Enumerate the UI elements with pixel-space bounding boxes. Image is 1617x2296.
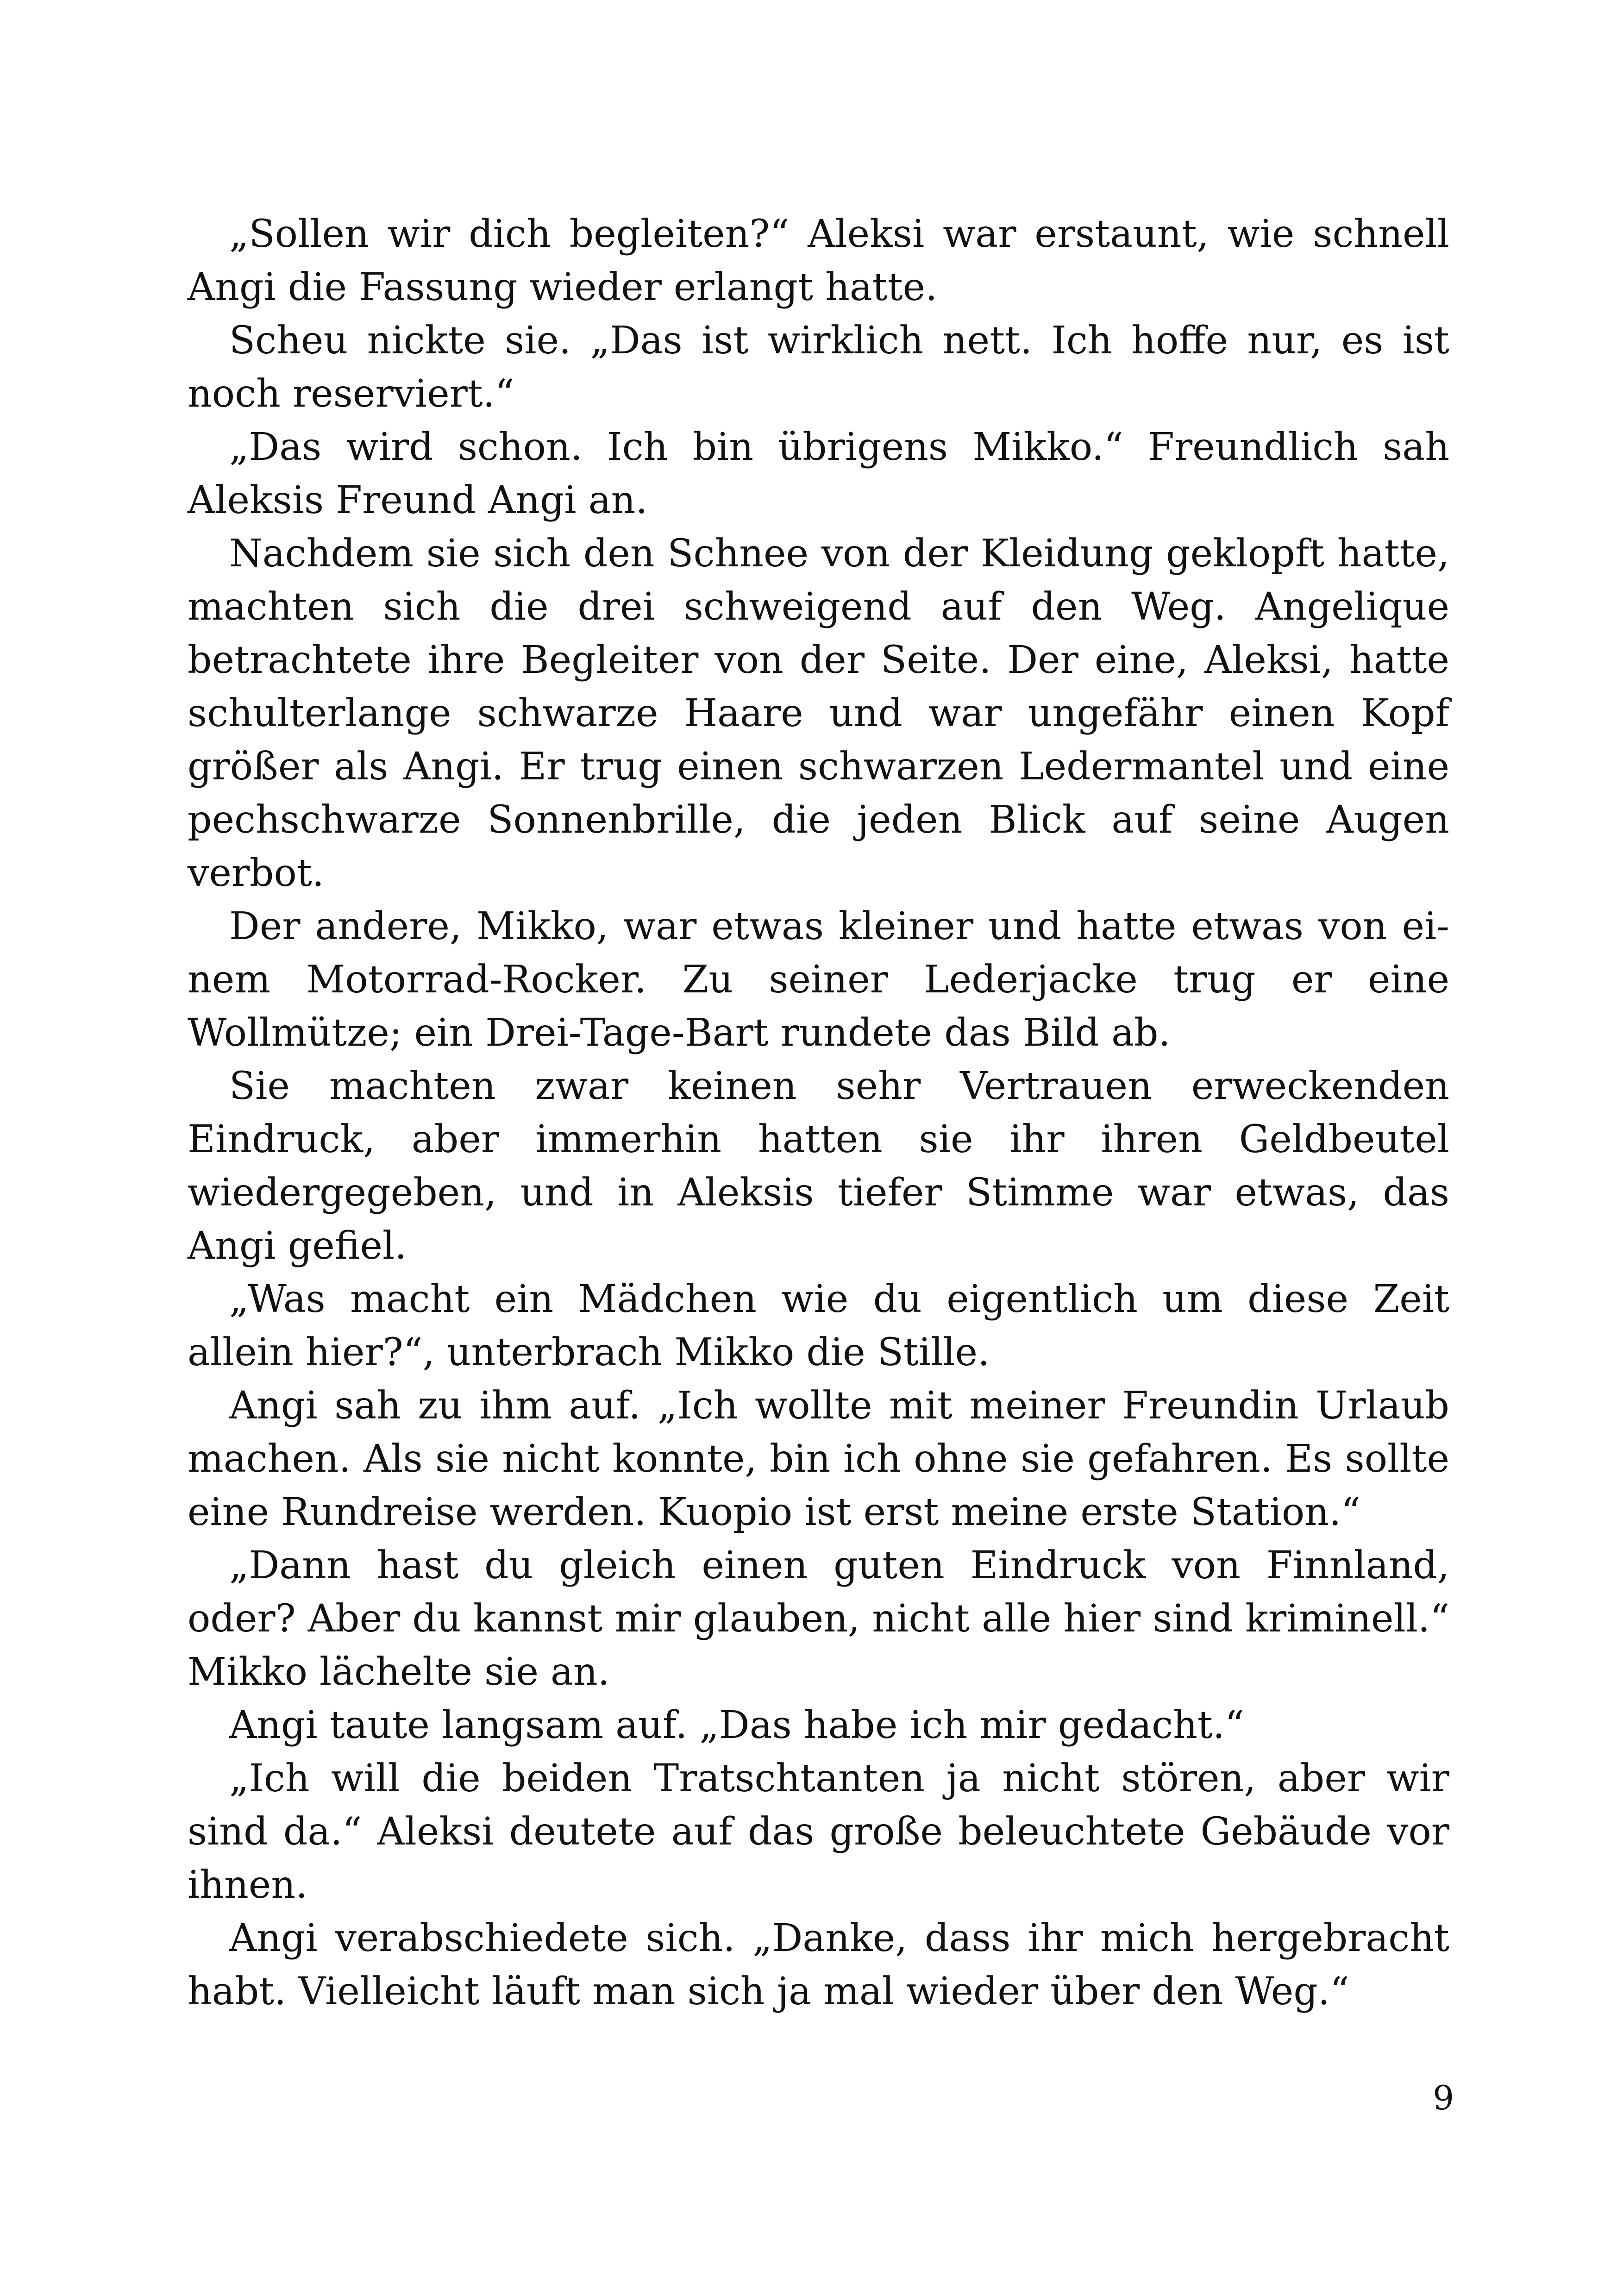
paragraph-4: Nachdem sie sich den Schnee von der Kleidung geklopft hatte, machten sich die drei schweigend auf den Weg. Angelique betrachtete ihre Begleiter von der Seite. Der eine, Aleksi, hatte schulterlange schwarze Haare und war ungefähr einen Kopf größer als Angi. Er trug einen schwarzen Ledermantel und eine pechschwarze Sonnenbrille, die jeden Blick auf seine Augen verbot.: [188, 532, 1449, 895]
paragraph-8: Angi sah zu ihm auf. „Ich wollte mit meiner Freundin Urlaub machen. Als sie nicht konnte, bin ich ohne sie gefahren. Es sollte eine Rundreise werden. Kuopio ist erst meine erste Station.“: [188, 1384, 1449, 1534]
paragraph-1: „Sollen wir dich begleiten?“ Aleksi war erstaunt, wie schnell Angi die Fassung wieder erlangt hatte.: [188, 212, 1449, 309]
body-text: [188, 207, 1449, 2018]
paragraph-6: Sie machten zwar keinen sehr Vertrauen erweckenden Eindruck, aber immerhin hatten sie ihr ihren Geldbeutel wiedergegeben, und in Aleksis tiefer Stimme war etwas, das Angi gefiel.: [188, 1064, 1449, 1268]
paragraph-2: Scheu nickte sie. „Das ist wirklich nett. Ich hoffe nur, es ist noch reserviert.“: [188, 319, 1449, 416]
page-number: 9: [1433, 2078, 1454, 2117]
paragraph-7: „Was macht ein Mädchen wie du eigentlich um diese Zeit allein hier?“, unterbrach Mikko die Stille.: [188, 1277, 1449, 1374]
paragraph-11: „Ich will die beiden Tratschtanten ja nicht stören, aber wir sind da.“ Aleksi deutete auf das große beleuchtete Gebäude vor ihnen.: [188, 1757, 1449, 1907]
paragraph-5: Der andere, Mikko, war etwas kleiner und hatte etwas von einem Motorrad-Rocker. Zu seiner Lederjacke trug er eine Wollmütze; ein Drei-Tage-Bart rundete das Bild ab.: [188, 904, 1449, 1055]
paragraph-9: „Dann hast du gleich einen guten Eindruck von Finnland, oder? Aber du kannst mir glauben, nicht alle hier sind kriminell.“ Mikko lächelte sie an.: [188, 1543, 1449, 1694]
paragraph-3: „Das wird schon. Ich bin übrigens Mikko.“ Freundlich sah Aleksis Freund Angi an.: [188, 425, 1449, 522]
paragraph-10: Angi taute langsam auf. „Das habe ich mir gedacht.“: [229, 1703, 1244, 1747]
paragraph-12: Angi verabschiedete sich. „Danke, dass ihr mich hergebracht habt. Vielleicht läuft man sich ja mal wieder über den Weg.“: [188, 1916, 1449, 2014]
